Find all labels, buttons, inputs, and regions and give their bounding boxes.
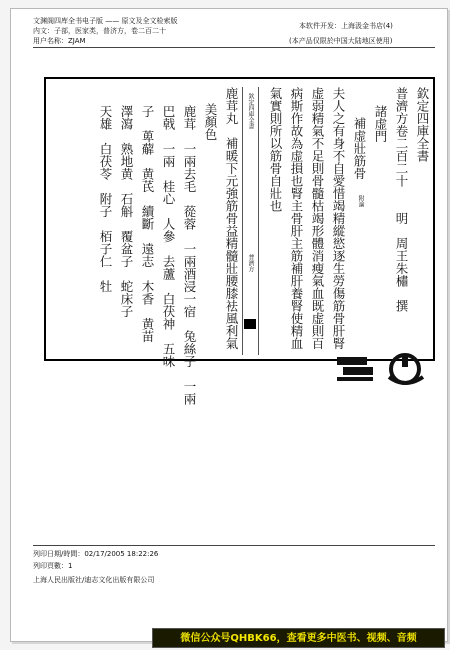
publisher-logo-icon: [333, 353, 375, 385]
text-column: 澤瀉 熟地黄 石斛 覆盆子 蛇床子: [119, 105, 134, 318]
text-column: 補虚壯筋骨: [352, 117, 367, 180]
text-column: 天雄 白茯苓 附子 栢子仁 牡: [98, 105, 113, 293]
scan-frame: [44, 77, 435, 405]
seal-logo-icon: [383, 347, 427, 391]
text-column: 巴戟 一兩 桂心 人參 去蘆 白茯神 五味: [161, 105, 176, 368]
document-page: [10, 8, 448, 642]
text-column: 夫人之有身不自愛惜竭精縱慾逐生勞傷筋骨肝腎: [331, 87, 346, 350]
wechat-banner[interactable]: 微信公众号QHBK66，查看更多中医书、视频、音频: [152, 628, 445, 648]
content-label: 内文：子部，医家类，普济方，卷二百二十: [33, 27, 166, 35]
region-label: (本产品仅限於中国大陆地区使用): [289, 37, 393, 45]
fold-line-left: [242, 87, 243, 355]
publisher-label: 本软件开发：上海汲金书店(4): [299, 22, 393, 30]
text-column: 鹿茸丸 補暖下元強筋骨益精髓壯腰膝袪風利氣: [224, 87, 239, 350]
text-column: 普濟方卷二百二十 明 周王朱橚 撰: [394, 87, 409, 312]
edge-subtitle: 普濟方: [247, 254, 254, 272]
text-column: 諸虚門: [373, 105, 388, 143]
text-column: 氣實則所以筋骨自壯也: [268, 87, 283, 212]
footer-publisher: 上海人民出版社/迪志文化出版有限公司: [33, 576, 155, 584]
text-column-small: 附論: [357, 195, 364, 207]
text-column: 虚弱精氣不足則骨髓枯竭形體消瘦氣血既虚則百: [310, 87, 325, 350]
text-column: 子 萆薢 黄芪 續斷 遠志 木香 黄苗: [140, 105, 155, 343]
fold-line-right: [258, 87, 259, 355]
text-column: 鹿茸 一兩去毛 蓯蓉 一兩酒浸一宿 兔絲子 一兩: [182, 105, 197, 405]
fish-tail-mark: [244, 319, 256, 329]
text-column: 美顏色: [203, 103, 218, 141]
header-rule: [33, 47, 435, 48]
text-column: 欽定四庫全書: [415, 87, 430, 162]
print-time: 列印日期/時間：02/17/2005 18:22:26: [33, 550, 159, 558]
text-column: 病斯作故為虚損也腎主骨肝主筋補肝養腎使精血: [289, 87, 304, 350]
db-label: 文渊阁四库全书电子版 —— 原文及全文检索版: [33, 17, 178, 25]
edge-title: 欽定四庫全書: [247, 93, 254, 129]
user-label: 用户名称：ZJAM: [33, 37, 86, 45]
print-pages: 列印頁數：1: [33, 562, 73, 570]
footer-rule: [33, 545, 435, 546]
